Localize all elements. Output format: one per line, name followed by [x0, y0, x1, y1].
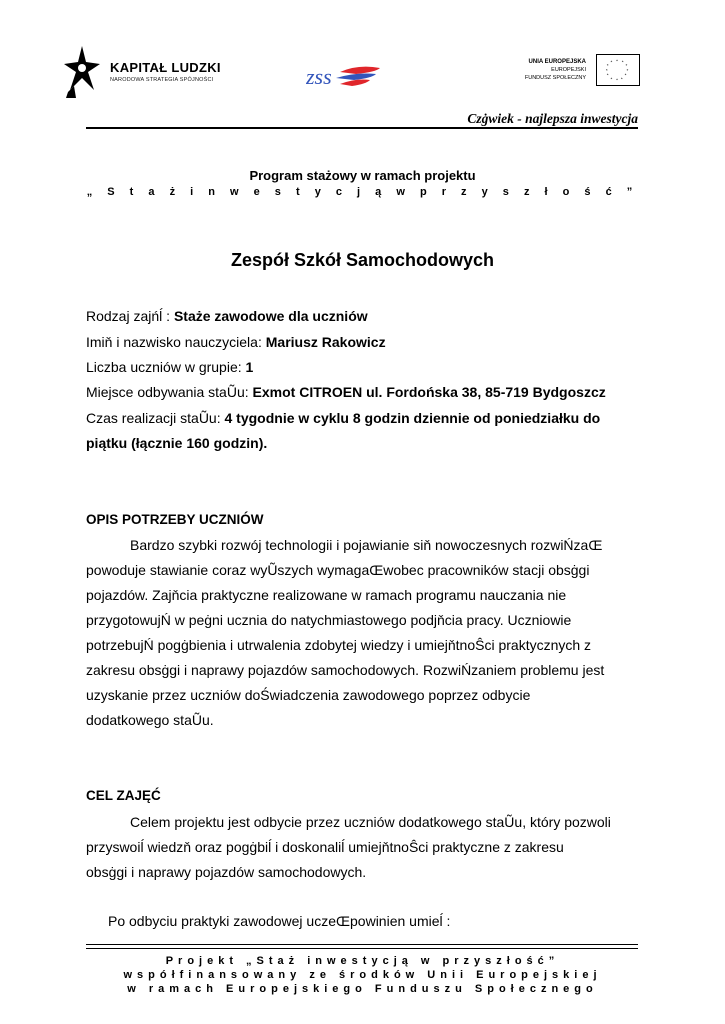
needs-line: pojazdów. Zajňcia praktyczne realizowane w ramach programu nauczania nie	[86, 587, 567, 603]
goal-line: obsġgi i naprawy pojazdów samochodowych.	[86, 864, 367, 880]
program-subtitle: „ S t a ż i n w e s t y c j ą w p r z y s z ł o ś ć ”	[86, 186, 639, 198]
detail-time	[86, 410, 600, 426]
needs-line: potrzebujŃ pogġbienia i utrwalenia zdobytej wiedzy i umiejňtnoŜci praktycznych z	[86, 637, 592, 653]
needs-line: zakresu obsġgi i naprawy pojazdów samochodowych. RozwiŃzaniem problemu jest	[86, 662, 605, 678]
needs-heading: OPIS POTRZEBY UCZNIÓW	[86, 512, 264, 527]
goal-heading: CEL ZAJĘĆ	[86, 788, 161, 803]
svg-text:*: *	[624, 72, 627, 78]
detail-count-label: Liczba uczniów w grupie:	[86, 359, 246, 375]
slogan: Czġwiek - najlepsza inwestycja	[467, 111, 638, 126]
footer-line3: w ramach Europejskiego Funduszu Społecznego	[127, 983, 598, 995]
svg-text:*: *	[605, 67, 608, 73]
eu-line3: FUNDUSZ SPOŁECZNY	[524, 75, 586, 81]
kapital-ludzki-logo	[64, 46, 234, 98]
svg-text:*: *	[616, 58, 618, 64]
goal-line: przyswoiĺ wiedzň oraz pogġbiĺ i doskonaliĺ umiejňtnoŜci praktyczne z zakresu	[86, 839, 564, 855]
goal-line: Celem projektu jest odbycie przez uczniów dodatkowego staŨu, który pozwoli	[130, 814, 611, 830]
kapital-ludzki-subtitle: NARODOWA STRATEGIA SPÓJNOŚCI	[110, 77, 214, 83]
detail-time-value-1: 4 tygodnie w cyklu 8 godzin dziennie od poniedziałku do	[224, 410, 601, 426]
svg-text:*: *	[621, 59, 624, 65]
needs-line: uzyskanie przez uczniów doŚwiadczenia zawodowego poprzez odbycie	[86, 687, 531, 703]
svg-text:*: *	[620, 76, 623, 82]
svg-text:*: *	[606, 63, 609, 69]
eu-line2: EUROPEJSKI	[551, 67, 586, 73]
school-name: Zespół Szkół Samochodowych	[230, 250, 495, 270]
zss-logo-icon	[306, 58, 382, 90]
svg-text:*: *	[625, 63, 628, 69]
kapital-ludzki-title: KAPITAŁ LUDZKI	[110, 60, 221, 75]
detail-type	[86, 308, 368, 324]
needs-line: Bardzo szybki rozwój technologii i pojawianie siň nowoczesnych rozwiŃzaŒ	[130, 537, 603, 553]
detail-type-value: Staże zawodowe dla uczniów	[173, 308, 368, 324]
detail-type-label: Rodzaj zajńĺ :	[86, 308, 174, 324]
detail-time-value-2: piątku (łącznie 160 godzin).	[86, 435, 268, 451]
program-title: Program stażowy w ramach projektu	[249, 168, 476, 183]
eu-text	[525, 58, 586, 82]
svg-text:*: *	[610, 76, 613, 82]
svg-text:*: *	[606, 72, 609, 78]
svg-text:zss: zss	[306, 64, 332, 89]
eu-logo	[510, 54, 640, 88]
header-rule	[86, 127, 638, 129]
eu-line1: UNIA EUROPEJSKA	[528, 59, 586, 65]
goal-after: Po odbyciu praktyki zawodowej uczeŒpowinien umieĺ :	[108, 913, 451, 929]
detail-time-cont	[86, 435, 267, 451]
detail-count-value: 1	[245, 359, 254, 375]
detail-place	[86, 384, 606, 400]
footer-line2: współfinansowany ze środków Unii Europejskiej	[123, 969, 602, 981]
detail-place-value: Exmot CITROEN ul. Fordońska 38, 85-719 Bydgoszcz	[252, 384, 606, 400]
kapital-ludzki-star-icon	[64, 46, 100, 98]
detail-teacher-label: Imiň i nazwisko nauczyciela:	[86, 334, 266, 350]
needs-line: powoduje stawianie coraz wyŨszych wymagaŒwobec pracowników stacji obsġgi	[86, 562, 590, 578]
detail-count	[86, 359, 253, 375]
needs-line: dodatkowego staŨu.	[86, 712, 214, 728]
footer-rule	[86, 944, 638, 945]
zss-logo	[306, 58, 382, 90]
needs-line: przygotowujŃ w peġni ucznia do natychmiastowego podjňcia pracy. Uczniowie	[86, 612, 572, 628]
svg-text:*: *	[616, 77, 618, 83]
footer-rule	[86, 948, 638, 949]
svg-text:*: *	[626, 67, 629, 73]
eu-flag-icon	[596, 54, 640, 86]
detail-place-label: Miejsce odbywania staŨu:	[86, 384, 253, 400]
footer-line1: Projekt „Staż inwestycją w przyszłość”	[165, 955, 560, 967]
svg-text:*: *	[610, 59, 613, 65]
detail-teacher-value: Mariusz Rakowicz	[265, 334, 386, 350]
detail-teacher	[86, 334, 386, 350]
detail-time-label: Czas realizacji staŨu:	[86, 410, 225, 426]
